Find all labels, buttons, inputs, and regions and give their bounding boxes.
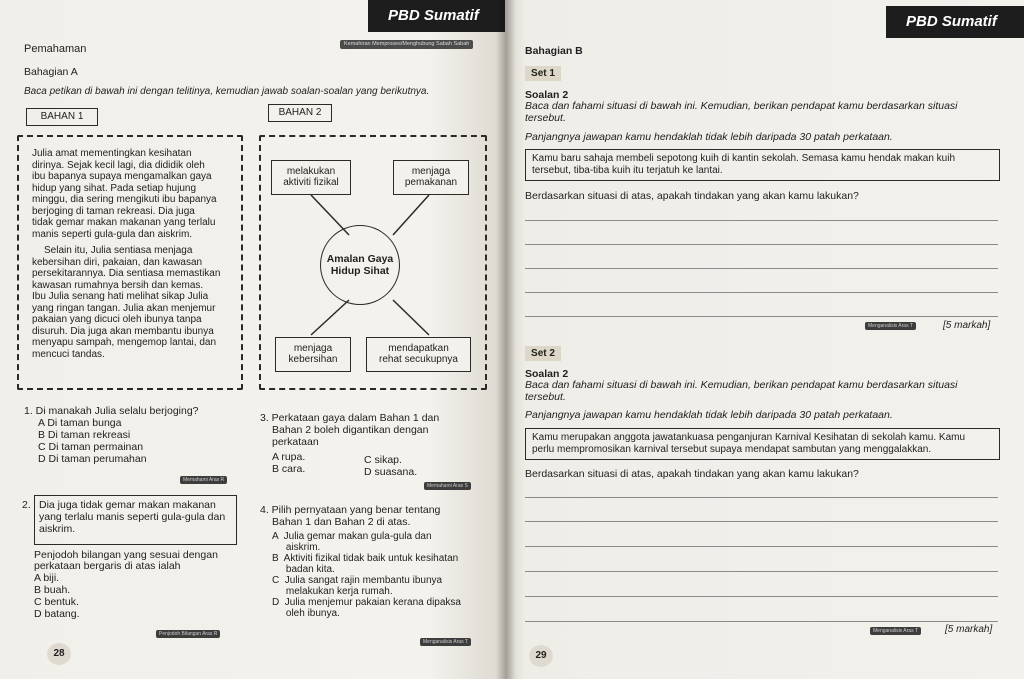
passage-line: minggu, dia sering mengikuti ibu bapanya [32, 194, 217, 205]
set2-situation-1: Kamu merupakan anggota jawatankuasa penganjuran Karnival Kesihatan di sekolah kamu. Kamu [532, 432, 966, 443]
q4-option-line: aiskrim. [272, 542, 321, 553]
passage-line: kebersihan diri, pakaian, dan kawasan [32, 256, 203, 268]
q2-stem-line-1: Penjodoh bilangan yang sesuai dengan [34, 549, 218, 561]
q2-option-a: A biji. [34, 572, 60, 584]
q4-option-line: A Julia gemar makan gula-gula dan [272, 531, 432, 542]
set2-marks: [5 markah] [945, 624, 993, 635]
set1-answer-line-2[interactable] [525, 244, 998, 245]
passage-line: kawasan rumahnya bersih dan kemas. [32, 279, 204, 291]
q2-quote-line-1: Dia juga tidak gemar makan makanan [39, 499, 216, 511]
box-top-left-line-1: melakukan [286, 166, 336, 177]
box-top-right-line-1: menjaga [411, 166, 451, 177]
center-line-1: Amalan Gaya [326, 253, 394, 265]
set1-skill-tag: Menganalisis Aras T [865, 322, 916, 330]
set1-instruction-1: Baca dan fahami situasi di bawah ini. Kemudian, berikan pendapat kamu berdasarkan situasi [525, 100, 958, 112]
page-number-left: 28 [47, 643, 71, 665]
q3-option-d: D suasana. [364, 466, 418, 478]
set2-answer-line-1[interactable] [525, 497, 998, 498]
bahan1-label: BAHAN 1 [26, 108, 98, 126]
bahan2-label: BAHAN 2 [268, 104, 332, 122]
q2-option-c: C bentuk. [34, 596, 79, 608]
q4-stem-line-1: 4. Pilih pernyataan yang benar tentang [260, 504, 441, 516]
q3-stem-line-1: 3. Perkataan gaya dalam Bahan 1 dan [260, 412, 440, 424]
passage-line: Selain itu, Julia sentiasa menjaga [44, 245, 193, 256]
set1-soalan: Soalan 2 [525, 89, 569, 101]
left-header-strip: Kemahiran Memproses/Menghubung Sabah Sabah [340, 40, 473, 49]
passage-line: Ibu Julia senang hati melihat sikap Julia [32, 291, 209, 302]
q4-skill-tag: Menganalisis Aras T [420, 638, 471, 646]
q4-option-line: melakukan kerja rumah. [272, 586, 393, 597]
diagram-box-bottom-left [275, 337, 351, 372]
q2-option-d: D batang. [34, 608, 80, 620]
set2-answer-line-5[interactable] [525, 596, 998, 597]
box-bottom-right-line-1: mendapatkan [388, 343, 449, 354]
diagram-box-bottom-right [366, 337, 471, 372]
passage-line: disuruh. Dia juga akan membantu ibunya [32, 325, 214, 337]
set1-situation-2: tersebut, tiba-tiba kuih itu terjatuh ke lantai. [532, 165, 723, 176]
q4-option-line: C Julia sangat rajin membantu ibunya [272, 575, 443, 586]
section-title: Bahagian A [24, 66, 78, 78]
section-b-title: Bahagian B [525, 45, 583, 57]
q4-option-line: D Julia menjemur pakaian kerana dipaksa [272, 597, 461, 608]
set1-answer-line-5[interactable] [525, 316, 998, 317]
passage-line: persekitarannya. Dia sentiasa memastikan [32, 268, 221, 279]
q3-option-b: B cara. [272, 463, 306, 475]
set1-answer-line-1[interactable] [525, 220, 998, 221]
set1-label: Set 1 [525, 66, 561, 81]
set1-instruction-2: tersebut. [525, 112, 566, 124]
passage-line: menyapu sampah, mengemop lantai, dan [32, 337, 217, 348]
set1-question: Berdasarkan situasi di atas, apakah tindakan yang akan kamu lakukan? [525, 190, 859, 202]
set1-answer-line-3[interactable] [525, 268, 998, 269]
q3-option-a: A rupa. [272, 451, 306, 463]
q1-skill-tag: Memahami Aras R [180, 476, 227, 484]
set2-instruction-2: tersebut. [525, 391, 566, 403]
q2-quote-line-3: aiskrim. [39, 523, 76, 535]
set2-instruction-1: Baca dan fahami situasi di bawah ini. Kemudian, berikan pendapat kamu berdasarkan situasi [525, 379, 958, 391]
passage-line: Julia amat mementingkan kesihatan [32, 148, 192, 159]
q2-quote-line-2: yang terlalu manis seperti gula-gula dan [39, 511, 226, 523]
left-header-tab: PBD Sumatif [368, 0, 505, 32]
box-bottom-left-line-2: kebersihan [288, 354, 338, 365]
set2-answer-line-4[interactable] [525, 571, 998, 572]
passage-line: dirinya. Sejak kecil lagi, dia dididik oleh [32, 159, 205, 171]
diagram-box-top-right [393, 160, 469, 195]
q2-skill-tag: Penjodoh Bilangan Aras R [156, 630, 220, 638]
set2-question: Berdasarkan situasi di atas, apakah tindakan yang akan kamu lakukan? [525, 468, 859, 480]
passage-line: hidup yang sihat. Pada setiap hujung [32, 182, 197, 194]
passage-line: ibu bapanya supaya mengamalkan gaya [32, 171, 212, 182]
q1-option-a: A Di taman bunga [38, 417, 122, 429]
set2-situation-2: perlu mempromosikan karnival tersebut supaya mendapat sambutan yang menggalakkan. [532, 444, 932, 455]
set2-limit: Panjangnya jawapan kamu hendaklah tidak lebih daripada 30 patah perkataan. [525, 409, 893, 421]
passage [32, 148, 234, 360]
q1-option-c: C Di taman permainan [38, 441, 144, 453]
passage-line: berjoging di taman rekreasi. Dia juga [32, 205, 195, 217]
q3-stem-line-2: Bahan 2 boleh digantikan dengan [272, 424, 429, 436]
passage-line: tidak gemar makan makanan yang terlalu [32, 217, 216, 228]
q3-option-c: C sikap. [364, 454, 402, 466]
q2-stem-line-2: perkataan bergaris di atas ialah [34, 560, 181, 572]
box-bottom-right-line-2: rehat secukupnya [379, 354, 458, 365]
set1-limit: Panjangnya jawapan kamu hendaklah tidak lebih daripada 30 patah perkataan. [525, 131, 893, 143]
set1-marks: [5 markah] [943, 320, 991, 331]
box-bottom-left-line-1: menjaga [293, 343, 333, 354]
q4-option-line: badan kita. [272, 564, 335, 575]
box-top-right-line-2: pemakanan [404, 177, 458, 188]
center-line-2: Hidup Sihat [330, 265, 390, 277]
set2-skill-tag: Menganalisis Aras T [870, 627, 921, 635]
q4-option-line: B Aktiviti fizikal tidak baik untuk kesihatan [272, 553, 459, 564]
set1-answer-line-4[interactable] [525, 292, 998, 293]
set2-soalan: Soalan 2 [525, 368, 569, 380]
q4-options [272, 531, 461, 619]
q1-option-b: B Di taman rekreasi [38, 429, 131, 441]
q3-skill-tag: Memahami Aras S [424, 482, 471, 490]
passage-line: yang ringan tangan. Julia akan menjemur [32, 302, 216, 314]
page-title: Pemahaman [24, 43, 87, 55]
q4-option-line: oleh ibunya. [272, 608, 340, 619]
right-header-tab: PBD Sumatif [886, 6, 1024, 38]
passage-line: mencuci tandas. [32, 348, 105, 360]
q3-stem-line-3: perkataan [272, 436, 319, 448]
q1-option-d: D Di taman perumahan [38, 453, 147, 465]
right-page [505, 0, 1024, 679]
book-gutter [496, 0, 516, 679]
instruction: Baca petikan di bawah ini dengan telitinya, kemudian jawab soalan-soalan yang berikutnya. [24, 86, 430, 97]
passage-line: pakaian yang dicuci oleh ibunya tanpa [32, 314, 202, 325]
box-top-left-line-2: aktiviti fizikal [283, 177, 339, 188]
page-number-right: 29 [529, 645, 553, 667]
q4-stem-line-2: Bahan 1 dan Bahan 2 di atas. [272, 516, 411, 528]
q1-stem: 1. Di manakah Julia selalu berjoging? [24, 405, 199, 417]
set2-answer-line-2[interactable] [525, 521, 998, 522]
set2-answer-line-6[interactable] [525, 621, 998, 622]
passage-line: manis seperti gula-gula dan aiskrim. [32, 228, 193, 240]
diagram-center-text [320, 253, 400, 277]
set1-situation-1: Kamu baru sahaja membeli sepotong kuih di kantin sekolah. Semasa kamu hendak makan kuih [532, 153, 956, 164]
q2-option-b: B buah. [34, 584, 71, 596]
q2-number: 2. [22, 499, 31, 511]
set2-label: Set 2 [525, 346, 561, 361]
set2-answer-line-3[interactable] [525, 546, 998, 547]
left-page [0, 0, 505, 679]
diagram-box-top-left [271, 160, 351, 195]
